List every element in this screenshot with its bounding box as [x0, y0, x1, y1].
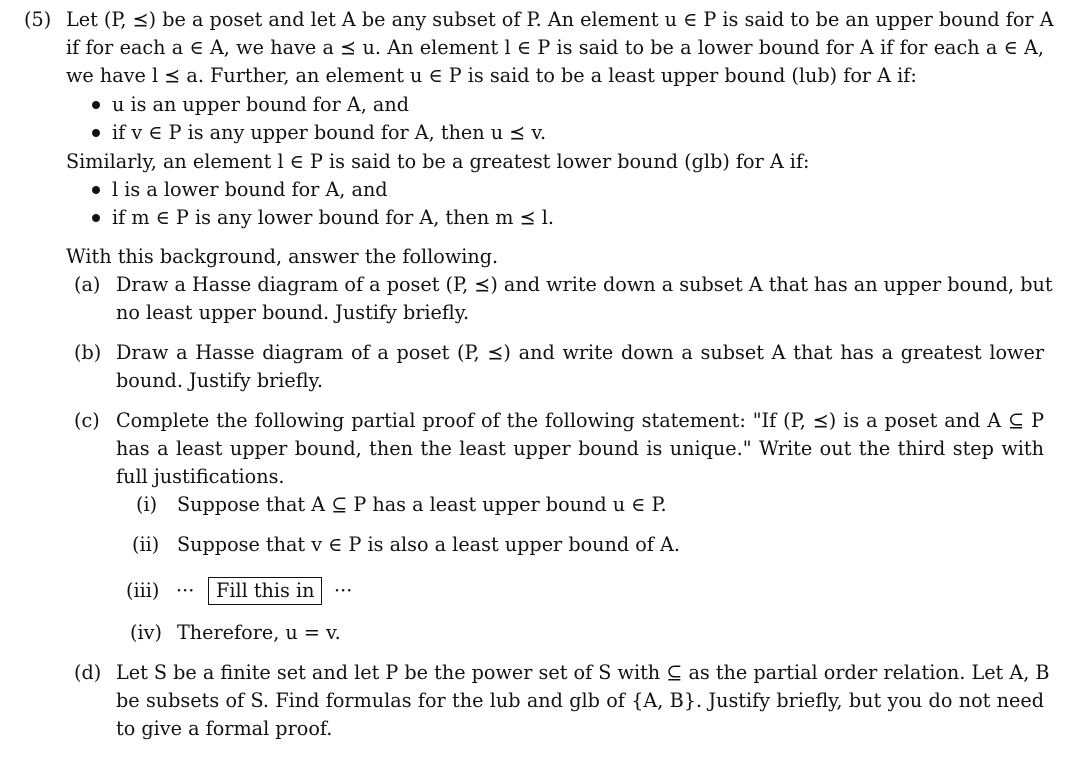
intro-line-1: Let (P, ⪯) be a poset and let A be any subset of P. An element u ∈ P is said to be an upper bound for A — [66, 8, 1054, 31]
glb-bullet-1: l is a lower bound for A, and — [112, 178, 388, 201]
step-iv-label: (iv) — [130, 621, 162, 644]
part-d-line-2: be subsets of S. Find formulas for the lub and glb of {A, B}. Justify briefly, but you do not need — [116, 689, 1044, 712]
step-ii-label: (ii) — [132, 533, 160, 556]
fill-in-box-label: Fill this in — [208, 577, 322, 605]
bullet-icon — [92, 214, 100, 222]
intro-line-2: if for each a ∈ A, we have a ⪯ u. An element l ∈ P is said to be a lower bound for A if for each a ∈ A, — [66, 36, 1044, 59]
step-iv-text: Therefore, u = v. — [177, 621, 341, 644]
part-d-label: (d) — [74, 661, 102, 684]
part-b-label: (b) — [74, 341, 102, 364]
part-c-line-3: full justifications. — [116, 465, 285, 488]
background-line: With this background, answer the following. — [66, 245, 499, 268]
part-b-line-1: Draw a Hasse diagram of a poset (P, ⪯) and write down a subset A that has a greatest lower — [116, 341, 1044, 364]
part-d-line-3: to give a formal proof. — [116, 717, 333, 740]
bullet-icon — [92, 129, 100, 137]
step-iii-dots-right: ··· — [334, 579, 353, 602]
fill-in-box — [208, 577, 322, 605]
problem-number: (5) — [24, 8, 52, 31]
step-iii-dots-left: ··· — [176, 579, 195, 602]
lub-bullet-1: u is an upper bound for A, and — [112, 93, 409, 116]
part-c-line-2: has a least upper bound, then the least upper bound is unique." Write out the third step with — [116, 437, 1044, 460]
step-i-text: Suppose that A ⊆ P has a least upper bound u ∈ P. — [177, 493, 667, 516]
part-c-label: (c) — [74, 409, 100, 432]
part-d-line-1: Let S be a finite set and let P be the power set of S with ⊆ as the partial order relation. Let A, B — [116, 661, 1050, 684]
part-a-label: (a) — [74, 273, 101, 296]
glb-intro: Similarly, an element l ∈ P is said to be a greatest lower bound (glb) for A if: — [66, 150, 810, 173]
step-ii-text: Suppose that v ∈ P is also a least upper bound of A. — [177, 533, 680, 556]
part-a-line-1: Draw a Hasse diagram of a poset (P, ⪯) and write down a subset A that has an upper bound, but — [116, 273, 1053, 296]
glb-bullet-2: if m ∈ P is any lower bound for A, then m ⪯ l. — [112, 206, 554, 229]
step-i-label: (i) — [136, 493, 158, 516]
bullet-icon — [92, 186, 100, 194]
part-b-line-2: bound. Justify briefly. — [116, 369, 323, 392]
part-c-line-1: Complete the following partial proof of the following statement: "If (P, ⪯) is a poset and A ⊆ P — [116, 409, 1044, 432]
step-iii-label: (iii) — [126, 579, 160, 602]
bullet-icon — [92, 101, 100, 109]
lub-bullet-2: if v ∈ P is any upper bound for A, then u ⪯ v. — [112, 121, 547, 144]
part-a-line-2: no least upper bound. Justify briefly. — [116, 301, 470, 324]
intro-line-3: we have l ⪯ a. Further, an element u ∈ P is said to be a least upper bound (lub) for A if: — [66, 64, 917, 87]
